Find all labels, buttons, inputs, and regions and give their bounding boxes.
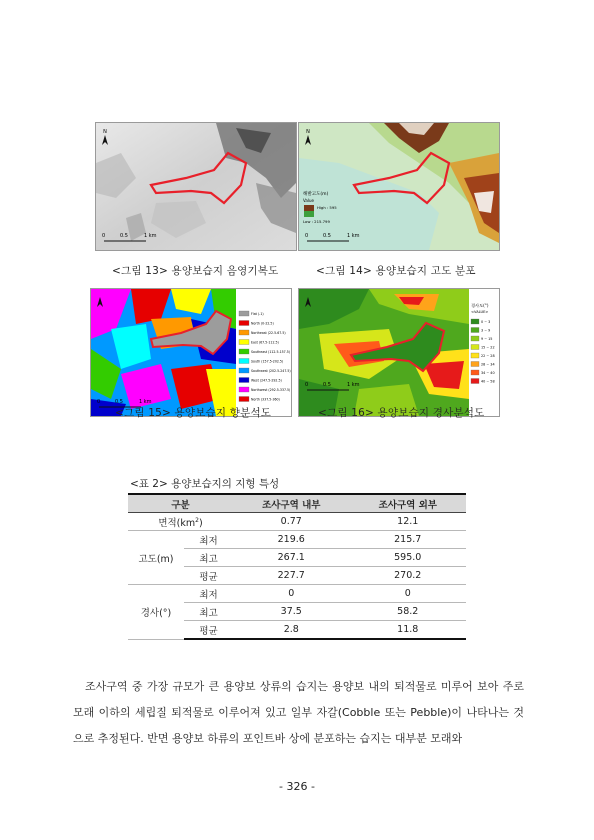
altitude-min-outer: 215.7 <box>350 531 467 549</box>
scale-0: 0 <box>102 233 106 239</box>
table-row <box>128 531 466 549</box>
legend-high: High : 595 <box>317 205 337 210</box>
slope-legend-label-1: 3 ~ 9 <box>481 328 491 333</box>
scale-0: 0 <box>305 233 309 239</box>
altitude-label: 고도(m) <box>128 531 184 585</box>
altitude-max-label: 최고 <box>184 549 233 567</box>
slope-legend-label-4: 22 ~ 28 <box>481 354 495 359</box>
aspect-legend-label-5: South (157.5-202.5) <box>251 359 284 364</box>
legend-title: 경사도(°) <box>471 303 489 308</box>
scale-1km: 1 km <box>347 382 360 388</box>
table-row <box>128 585 466 603</box>
slope-avg-inner: 2.8 <box>233 621 350 640</box>
caption-fig13: <그림 13> 용양보습지 음영기복도 <box>112 265 279 277</box>
slope-max-label: 최고 <box>184 603 233 621</box>
aspect-legend-swatch-4 <box>239 349 249 354</box>
altitude-min-inner: 219.6 <box>233 531 350 549</box>
header-category: 구분 <box>128 494 233 513</box>
figure-16-slope-map <box>298 288 500 417</box>
scale-0: 0 <box>305 382 309 388</box>
legend-value: Value <box>303 198 314 203</box>
north-label: N <box>306 129 310 135</box>
aspect-legend-swatch-9 <box>239 397 249 402</box>
altitude-avg-outer: 270.2 <box>350 567 467 585</box>
table-row <box>128 513 466 531</box>
slope-legend-swatch-4 <box>471 353 479 358</box>
slope-min-label: 최저 <box>184 585 233 603</box>
slope-legend-swatch-3 <box>471 345 479 350</box>
slope-avg-label: 평균 <box>184 621 233 640</box>
slope-legend-swatch-6 <box>471 370 479 375</box>
figure-15-aspect-map <box>90 288 292 417</box>
aspect-legend-swatch-0 <box>239 311 249 316</box>
aspect-legend-swatch-1 <box>239 321 249 326</box>
slope-max-outer: 58.2 <box>350 603 467 621</box>
slope-legend-label-2: 9 ~ 15 <box>481 337 493 342</box>
scale-1km: 1 km <box>139 399 152 405</box>
slope-label: 경사(°) <box>128 585 184 640</box>
area-label: 면적$(km^2)$ <box>128 513 233 531</box>
scale-half: 0.5 <box>120 233 128 239</box>
slope-legend-label-3: 15 ~ 22 <box>481 345 495 350</box>
slope-legend-swatch-5 <box>471 362 479 367</box>
slope-legend-swatch-2 <box>471 336 479 341</box>
altitude-max-inner: 267.1 <box>233 549 350 567</box>
legend-low: Low : 215.799 <box>303 219 330 224</box>
aspect-legend-label-2: Northeast (22.5-67.5) <box>251 331 286 336</box>
slope-legend-label-7: 40 ~ 58 <box>481 379 495 384</box>
figure-13-hillshade-map <box>95 122 297 251</box>
slope-min-inner: 0 <box>233 585 350 603</box>
header-outer: 조사구역 외부 <box>350 494 467 513</box>
aspect-legend-label-1: North (0-22.5) <box>251 321 274 326</box>
figure-14-elevation-map <box>298 122 500 251</box>
aspect-legend-swatch-8 <box>239 387 249 392</box>
aspect-legend-label-3: East (67.5-112.5) <box>251 340 279 345</box>
north-label: N <box>103 129 107 135</box>
table-title: <표 2> 용양보습지의 지형 특성 <box>130 478 280 490</box>
caption-fig15: <그림 15> 용양보습지 향분석도 <box>115 407 272 419</box>
slope-legend-label-6: 34 ~ 40 <box>481 371 495 376</box>
slope-legend-swatch-7 <box>471 379 479 384</box>
aspect-legend-swatch-3 <box>239 340 249 345</box>
slope-legend-swatch-1 <box>471 328 479 333</box>
slope-min-outer: 0 <box>350 585 467 603</box>
aspect-legend-label-4: Southeast (112.5-157.5) <box>251 350 290 355</box>
terrain-characteristics-table <box>128 493 466 640</box>
aspect-legend-swatch-6 <box>239 368 249 373</box>
aspect-legend-label-8: Northwest (292.5-337.5) <box>251 388 291 393</box>
scale-half: 0.5 <box>323 233 331 239</box>
altitude-avg-label: 평균 <box>184 567 233 585</box>
aspect-legend-swatch-5 <box>239 359 249 364</box>
scale-1km: 1 km <box>347 233 360 239</box>
slope-legend-swatch-0 <box>471 319 479 324</box>
aspect-legend-label-9: North (337.5-360) <box>251 397 280 402</box>
body-paragraph: 조사구역 중 가장 규모가 큰 용양보 상류의 습지는 용양보 내의 퇴적물로 미루어 보아 주로 모래 이하의 세립질 퇴적물로 이루어져 있고 일부 자갈(Cobble 또는 Pebble)이 나타나는 것으로 추정된다. 반면 용양보 하류의 포인트바 상에 분포하는 습지는 대부분 모래와 <box>73 680 524 745</box>
slope-legend-label-5: 28 ~ 34 <box>481 362 495 367</box>
page-number: - 326 - <box>279 780 315 793</box>
area-outer: 12.1 <box>350 513 467 531</box>
aspect-legend-swatch-7 <box>239 378 249 383</box>
caption-fig14: <그림 14> 용양보습지 고도 분포 <box>316 265 476 277</box>
scale-half: 0.5 <box>323 382 331 388</box>
aspect-legend-swatch-2 <box>239 330 249 335</box>
scale-0: 0 <box>97 399 101 405</box>
scale-1km: 1 km <box>144 233 157 239</box>
slope-max-inner: 37.5 <box>233 603 350 621</box>
legend-subtitle: <VALUE> <box>471 310 489 314</box>
scale-half: 0.5 <box>115 399 123 405</box>
altitude-max-outer: 595.0 <box>350 549 467 567</box>
aspect-legend-label-6: Southwest (202.5-247.5) <box>251 369 291 374</box>
header-inner: 조사구역 내부 <box>233 494 350 513</box>
altitude-min-label: 최저 <box>184 531 233 549</box>
legend-title: 해발고도(m) <box>303 192 329 197</box>
caption-fig16: <그림 16> 용양보습지 경사분석도 <box>318 407 485 419</box>
area-inner: 0.77 <box>233 513 350 531</box>
altitude-avg-inner: 227.7 <box>233 567 350 585</box>
aspect-legend-label-7: West (247.5-292.5) <box>251 378 282 383</box>
aspect-legend-label-0: Flat (-1) <box>251 312 264 317</box>
slope-avg-outer: 11.8 <box>350 621 467 640</box>
slope-legend-label-0: 0 ~ 3 <box>481 320 491 325</box>
